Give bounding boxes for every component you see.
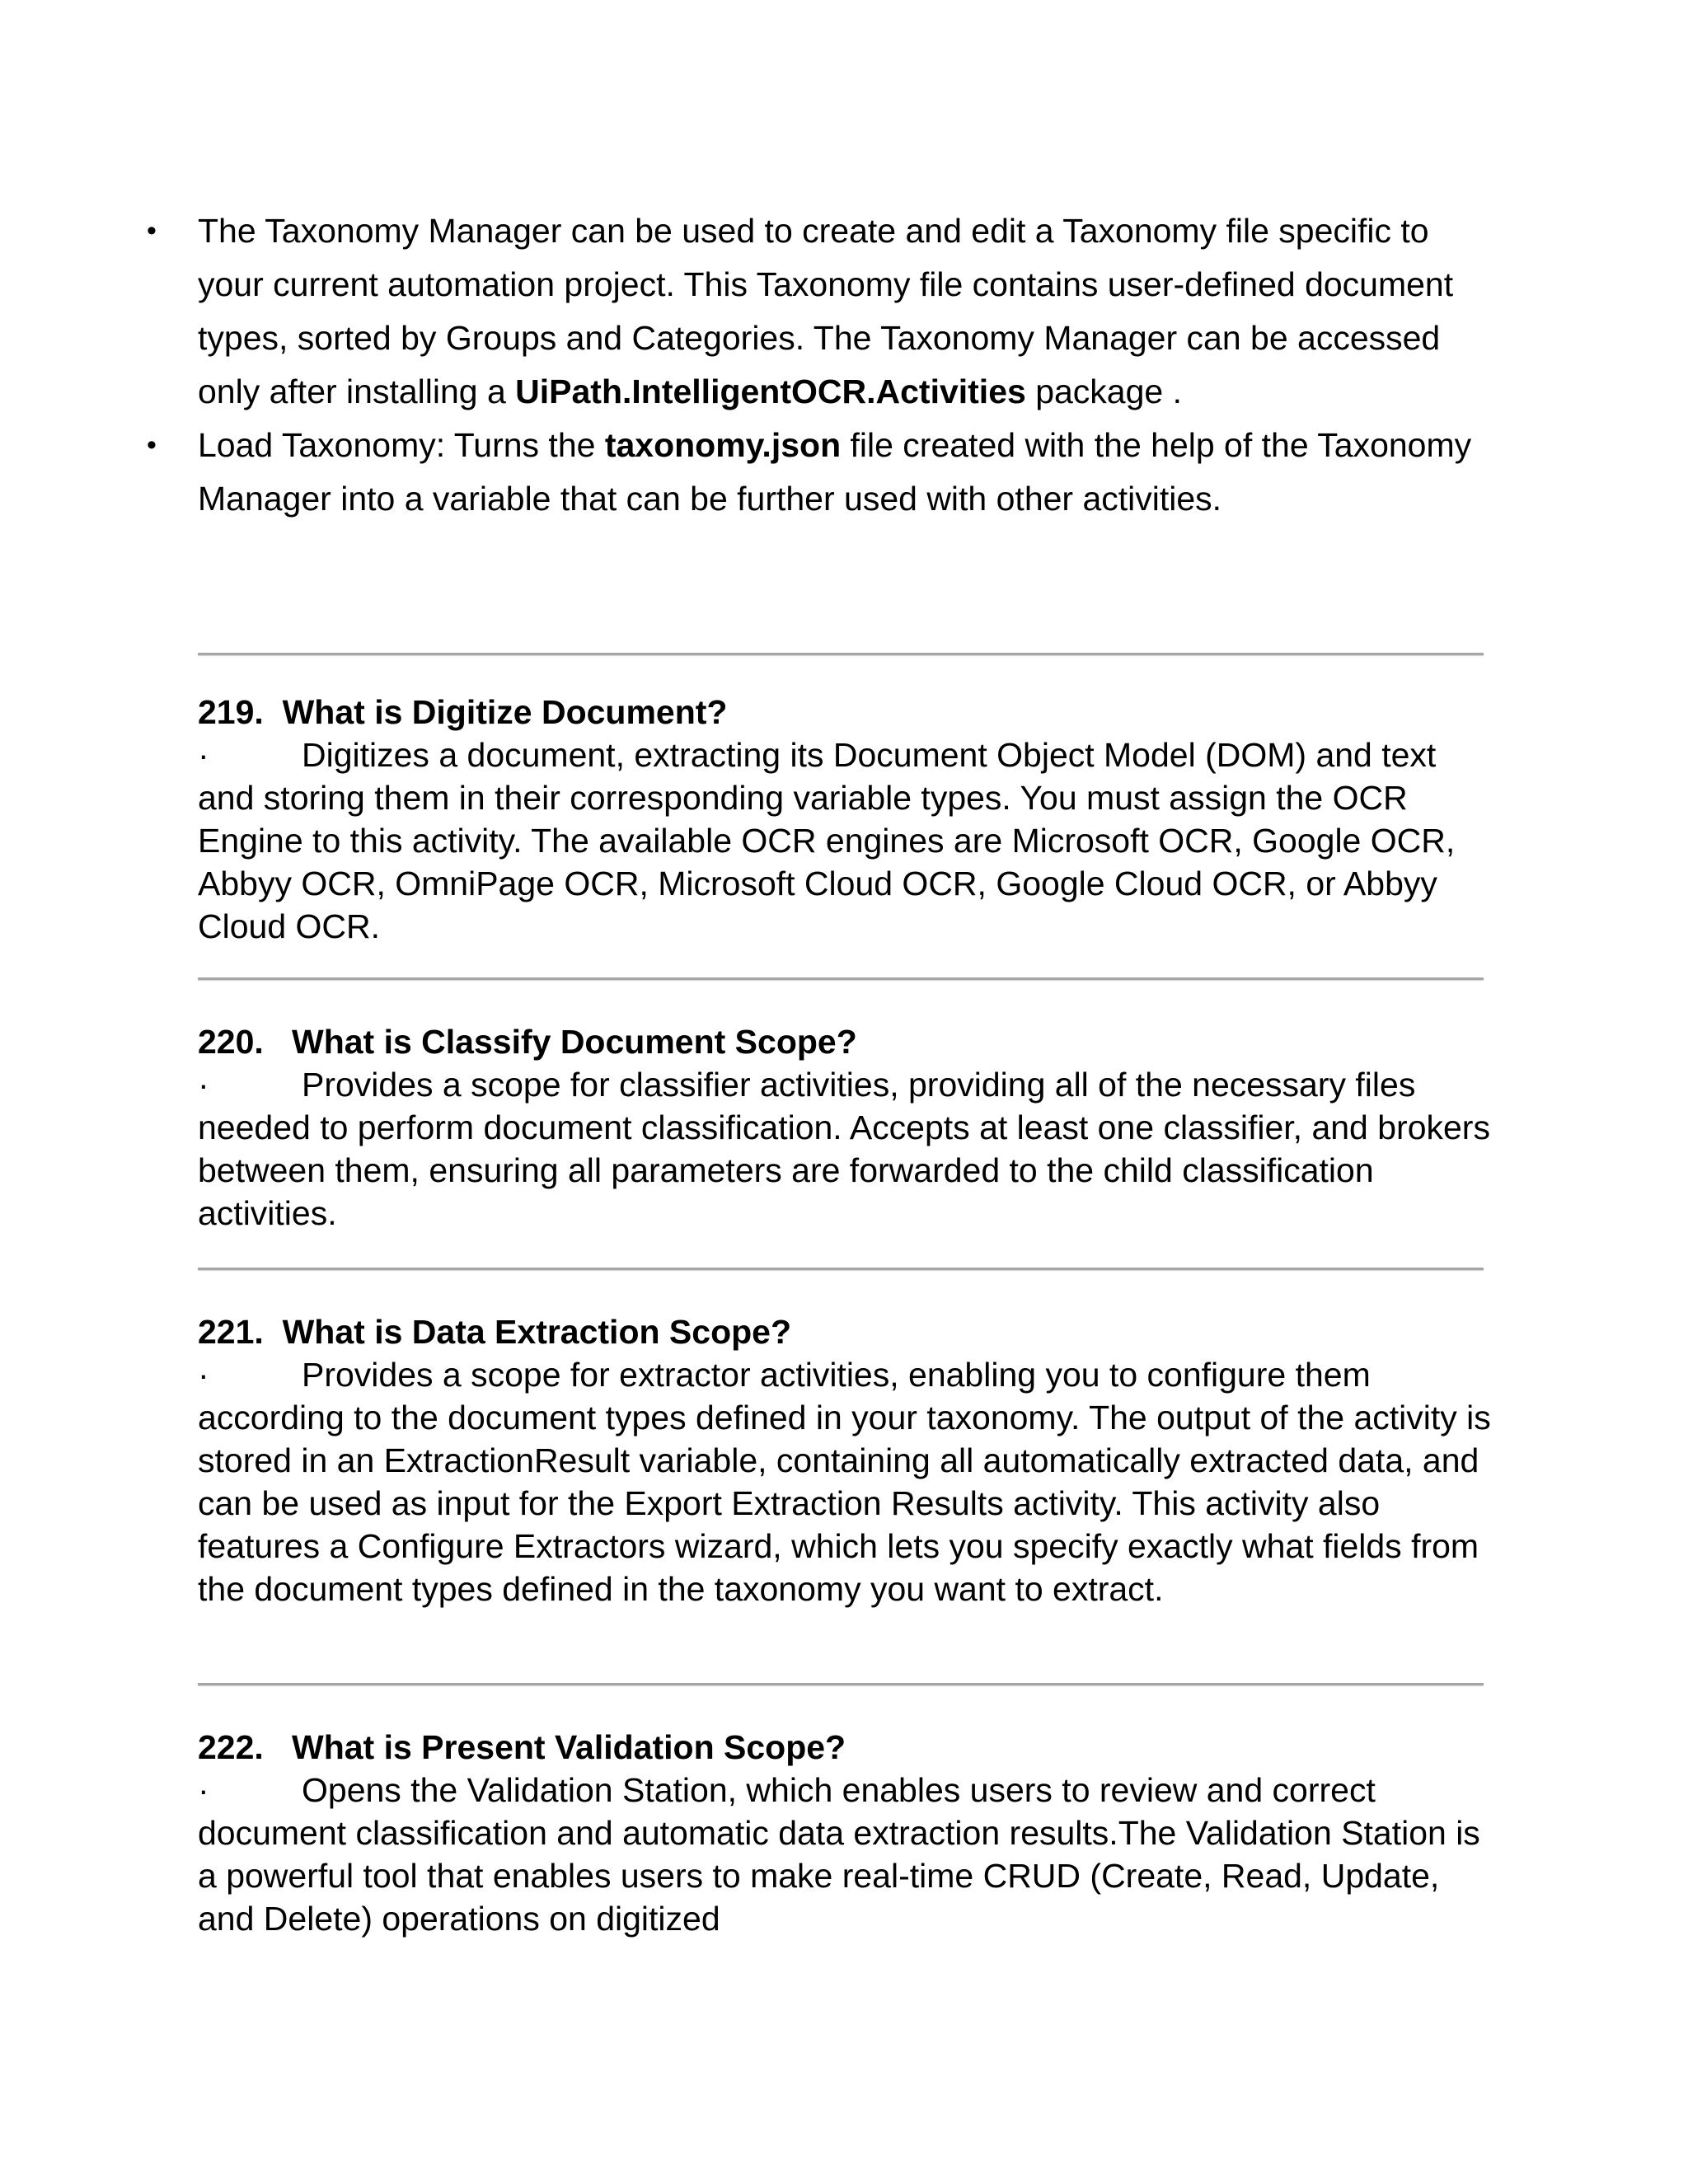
- section-divider: [198, 653, 1484, 655]
- answer-marker: ·: [198, 1066, 209, 1104]
- bullet-list: [132, 204, 1484, 526]
- bullet-text: The Taxonomy Manager can be used to create and edit a Taxonomy file specific to your current automation project. This Taxonomy file contains user-defined document types, sorted by Groups and Categories. The Taxonomy Manager can be accessed only after installing a UiPath.IntelligentOCR.Activities package .: [198, 212, 1454, 410]
- question-heading: 220. What is Classify Document Scope?: [198, 1023, 857, 1061]
- answer-marker: ·: [198, 736, 209, 774]
- answer-text: · Digitizes a document, extracting its Document Object Model (DOM) and text and storing them in their corresponding variable types. You must assign the OCR Engine to this activity. The available OCR engines are Microsoft OCR, Google OCR, Abbyy OCR, OmniPage OCR, Microsoft Cloud OCR, Google Cloud OCR, or Abbyy Cloud OCR.: [198, 733, 1500, 948]
- bold-file-name: taxonomy.json: [604, 426, 842, 464]
- answer-marker: ·: [198, 1771, 209, 1809]
- question-heading: 221. What is Data Extraction Scope?: [198, 1313, 792, 1351]
- bold-package-name: UiPath.IntelligentOCR.Activities: [515, 373, 1026, 410]
- bullet-item-taxonomy-manager: [132, 204, 1484, 419]
- answer-text: · Opens the Validation Station, which enables users to review and correct document classification and automatic data extraction results.The Validation Station is a powerful tool that enables users to make real-time CRUD (Create, Read, Update, and Delete) operations on digitized: [198, 1769, 1500, 1940]
- section-divider: [198, 1268, 1484, 1270]
- section-divider: [198, 1683, 1484, 1685]
- bullet-icon: •: [147, 429, 157, 461]
- bullet-item-load-taxonomy: [132, 419, 1484, 526]
- answer-text: · Provides a scope for extractor activities, enabling you to configure them according to the document types defined in your taxonomy. The output of the activity is stored in an ExtractionResult variable, containing all automatically extracted data, and can be used as input for the Export Extraction Results activity. This activity also features a Configure Extractors wizard, which lets you specify exactly what fields from the document types defined in the taxonomy you want to extract.: [198, 1353, 1500, 1610]
- bullet-icon: •: [147, 215, 157, 246]
- question-222: [198, 1726, 1500, 1940]
- question-heading: 219. What is Digitize Document?: [198, 693, 728, 731]
- answer-marker: ·: [198, 1356, 209, 1394]
- section-divider: [198, 977, 1484, 980]
- question-221: [198, 1310, 1500, 1610]
- question-220: [198, 1020, 1500, 1235]
- question-heading: 222. What is Present Validation Scope?: [198, 1728, 846, 1766]
- question-219: [198, 691, 1500, 948]
- answer-text: · Provides a scope for classifier activities, providing all of the necessary files needed to perform document classification. Accepts at least one classifier, and brokers between them, ensuring all parameters are forwarded to the child classification activities.: [198, 1063, 1500, 1235]
- bullet-text: Load Taxonomy: Turns the taxonomy.json file created with the help of the Taxonomy Manager into a variable that can be further used with other activities.: [198, 426, 1472, 518]
